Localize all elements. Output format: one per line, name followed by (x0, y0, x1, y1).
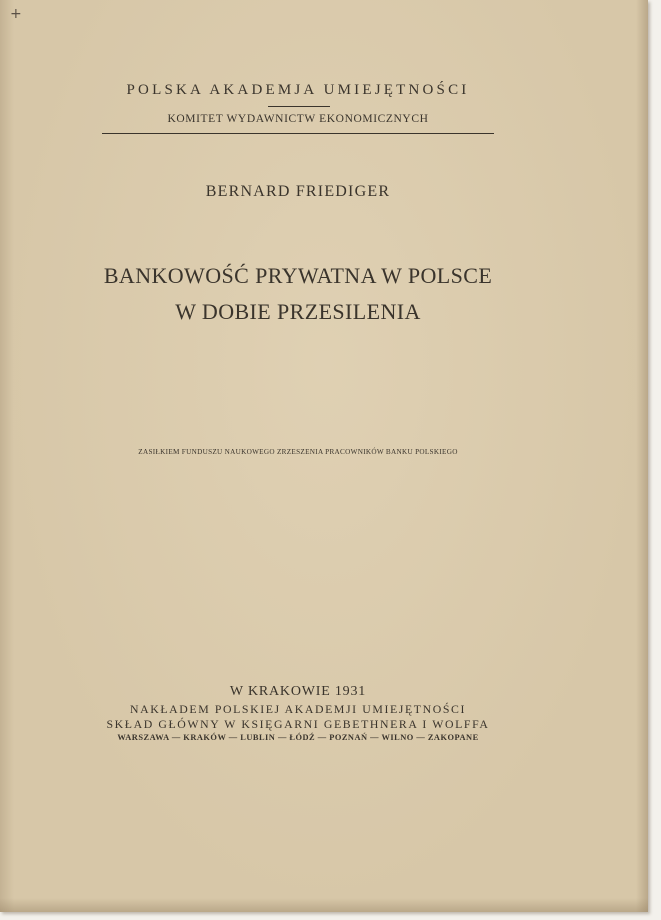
academy-name: POLSKA AKADEMJA UMIEJĘTNOŚCI (126, 82, 470, 98)
short-divider (268, 106, 330, 107)
committee-name: KOMITET WYDAWNICTW EKONOMICZNYCH (167, 113, 429, 125)
cities-line: WARSZAWA — KRAKÓW — LUBLIN — ŁÓDŹ — POZNAŃ — WILNO — ZAKOPANE (117, 733, 479, 742)
book-title-line2: W DOBIE PRZESILENIA (175, 299, 421, 324)
book-title-line1: BANKOWOŚĆ PRYWATNA W POLSCE (103, 263, 493, 288)
publisher-line: NAKŁADEM POLSKIEJ AKADEMJI UMIEJĘTNOŚCI (129, 702, 467, 716)
crosshair-mark-icon: + (10, 6, 22, 22)
author-name: BERNARD FRIEDIGER (205, 183, 391, 200)
header-divider (102, 133, 494, 134)
place-year: W KRAKOWIE 1931 (229, 684, 367, 699)
page-edge-shadow (636, 0, 648, 912)
page-bottom-shadow (0, 898, 648, 912)
bookstore-line: SKŁAD GŁÓWNY W KSIĘGARNI GEBETHNERA I WOLFFA (106, 717, 490, 731)
grant-note: ZASIŁKIEM FUNDUSZU NAUKOWEGO ZRZESZENIA PRACOWNIKÓW BANKU POLSKIEGO (138, 448, 458, 456)
